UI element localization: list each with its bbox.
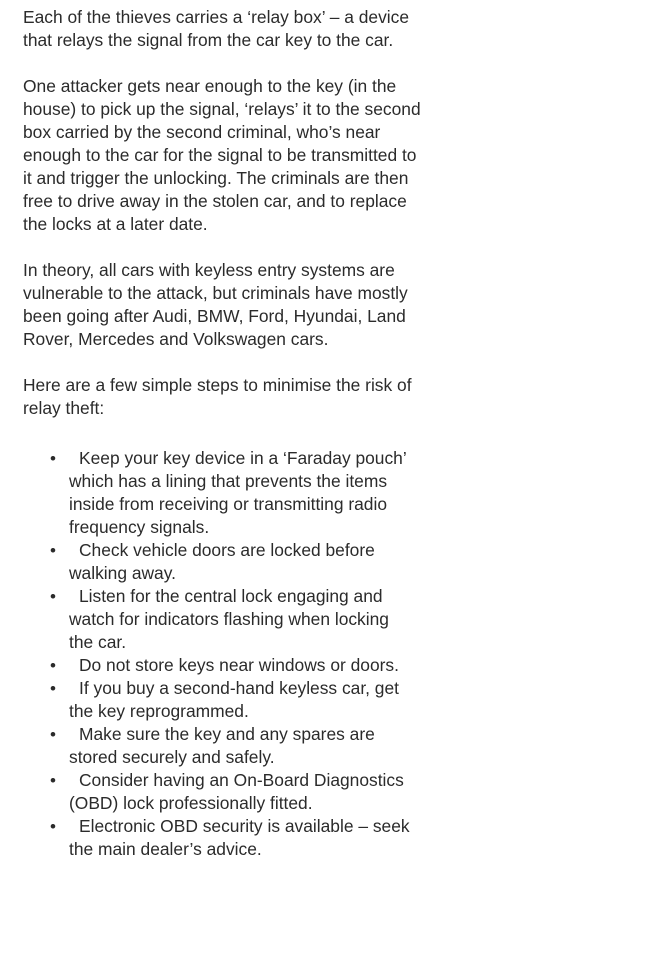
list-item [23, 677, 414, 723]
bullet-icon: • [50, 656, 56, 675]
list-item [23, 539, 414, 585]
tip-text: If you buy a second-hand keyless car, get the key reprogrammed. [69, 678, 399, 721]
list-item [23, 769, 414, 815]
tip-text: Electronic OBD security is available – seek the main dealer’s advice. [69, 816, 410, 859]
bullet-icon: • [50, 449, 56, 468]
paragraph-tips-intro: Here are a few simple steps to minimise the risk of relay theft: [23, 375, 412, 418]
list-item [23, 654, 414, 677]
list-item [23, 815, 414, 861]
bullet-icon: • [50, 771, 56, 790]
tip-text: Listen for the central lock engaging and watch for indicators flashing when locking the car. [69, 586, 389, 652]
list-item [23, 447, 414, 539]
bullet-icon: • [50, 541, 56, 560]
bullet-icon: • [50, 587, 56, 606]
bullet-icon: • [50, 817, 56, 836]
tip-text: Do not store keys near windows or doors. [79, 655, 399, 675]
tip-text: Keep your key device in a ‘Faraday pouch’ which has a lining that prevents the items inside from receiving or transmitting radio frequency signals. [69, 448, 407, 537]
bullet-icon: • [50, 725, 56, 744]
bullet-icon: • [50, 679, 56, 698]
paragraph-relay-box: Each of the thieves carries a ‘relay box’ – a device that relays the signal from the car key to the car. [23, 7, 410, 50]
list-item [23, 585, 414, 654]
list-item [23, 723, 414, 769]
tip-text: Check vehicle doors are locked before walking away. [69, 540, 375, 583]
paragraph-vulnerable-cars: In theory, all cars with keyless entry systems are vulnerable to the attack, but criminals have mostly been going after Audi, BMW, Ford, Hyundai, Land Rover, Mercedes and Volkswagen cars. [23, 260, 408, 349]
tip-text: Make sure the key and any spares are stored securely and safely. [69, 724, 375, 767]
paragraph-attack-method: One attacker gets near enough to the key (in the house) to pick up the signal, ‘relays’ it to the second box carried by the second criminal, who’s near enough to the car for the signal to be transmitted to it and trigger the unlocking. The criminals are then free to drive away in the stolen car, and to replace the locks at a later date. [23, 76, 421, 234]
tip-text: Consider having an On-Board Diagnostics (OBD) lock professionally fitted. [69, 770, 404, 813]
tips-list [23, 447, 423, 861]
article-body [23, 6, 423, 857]
